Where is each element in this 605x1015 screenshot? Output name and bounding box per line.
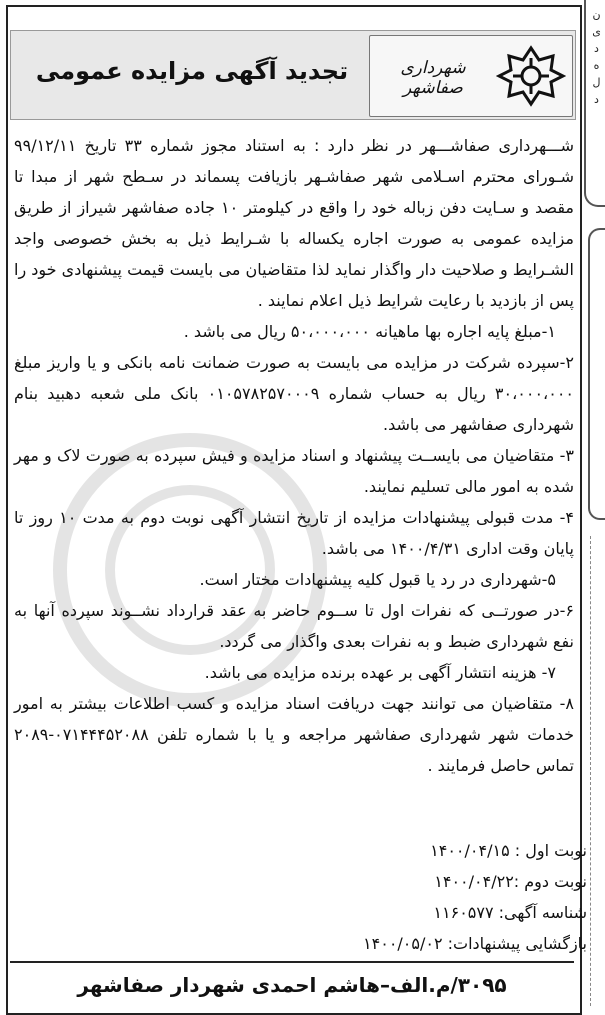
adjacent-column-text: [588, 6, 605, 108]
adjacent-column-bottom: [590, 536, 605, 1006]
adjacent-column-mid: [588, 228, 605, 520]
adjacent-char: ل: [592, 76, 601, 89]
condition-item: ۳- متقاضیان می بایســت پیشنهاد و اسناد مزایده و فیش سپرده به صورت لاک و مهر شده به امور مالی تسلیم نمایند.: [14, 446, 574, 496]
intro-paragraph: شـــهرداری صفاشـــهر در نظر دارد : به استناد مجوز شماره ۳۳ تاریخ ۹۹/۱۲/۱۱ شـورای محترم اسـلامی شهر صفاشـهر بازیافت پسماند در سـطح شهر از مبدا تا مقصد و سـایت دفن زباله خود را واقع در کیلومتر ۱۰ جاده صفاشهر شیراز از طریق مزایده عمومی به صورت اجاره یکساله با شـرایط ذیل به بخش خصوصی واجد الشـرایط و صلاحیت دار واگذار نماید لذا متقاضیان می بایست قیمت پیشنهادی خود را پس از بازدید با رعایت شرایط ذیل اعلام نمایند .: [14, 136, 574, 310]
condition-item: ۷- هزینه انتشار آگهی بر عهده برنده مزایده می باشد.: [204, 663, 556, 682]
ad-title: تجدید آگهی مزایده عمومی: [35, 57, 349, 85]
ad-dates: [237, 835, 587, 959]
adjacent-char: ن: [592, 8, 601, 21]
ad-body: [14, 130, 574, 781]
flower-emblem-icon: [496, 44, 566, 108]
municipality-logo: [369, 35, 573, 117]
adjacent-char: د: [594, 93, 599, 106]
opening-date: بازگشایی پیشنهادات: ۱۴۰۰/۰۵/۰۲: [363, 934, 587, 953]
adjacent-char: ه: [593, 59, 600, 72]
ad-signature: ۳۰۹۵/م.الف–هاشم احمدی شهردار صفاشهر: [10, 961, 574, 1007]
ad-header: [10, 30, 576, 120]
first-publication-date: نوبت اول : ۱۴۰۰/۰۴/۱۵: [430, 841, 587, 860]
condition-item: ۶-در صورتــی که نفرات اول تا ســوم حاضر به عقد قرارداد نشــوند سپرده آنها به نفع شهرداری ضبط و به نفرات بعدی واگذار می گردد.: [14, 601, 574, 651]
condition-item: ۴- مدت قبولی پیشنهادات مزایده از تاریخ انتشار آگهی نوبت دوم به مدت ۱۰ روز تا پایان وقت اداری ۱۴۰۰/۴/۳۱ می باشد.: [14, 508, 574, 558]
adjacent-char: ی: [592, 25, 601, 38]
ad-identifier: شناسه آگهی: ۱۱۶۰۵۷۷: [433, 903, 587, 922]
condition-item: ۵-شهرداری در رد یا قبول کلیه پیشنهادات مختار است.: [199, 570, 556, 589]
second-publication-date: نوبت دوم :۱۴۰۰/۰۴/۲۲: [434, 872, 587, 891]
condition-item: ۱-مبلغ پایه اجاره بها ماهیانه ۵۰،۰۰۰،۰۰۰ ریال می باشد .: [183, 322, 556, 341]
adjacent-char: د: [594, 42, 599, 55]
logo-text: شهرداری صفاشهر: [400, 58, 466, 98]
condition-item: ۸- متقاضیان می توانند جهت دریافت اسناد مزایده و کسب اطلاعات بیشتر به امور خدمات شهر شهرداری صفاشهر مراجعه و یا با شماره تلفن ۰۷۱۴۴۴۵۲۰۸۸-۲۰۸۹ تماس حاصل فرمایند .: [14, 694, 574, 775]
condition-item: ۲-سپرده شرکت در مزایده می بایست به صورت ضمانت نامه بانکی و یا واریز مبلغ ۳۰،۰۰۰،۰۰۰ ریال به حساب شماره ۰۱۰۵۷۸۲۵۷۰۰۰۹ بانک ملی شعبه دهبید بنام شهرداری صفاشهر می باشد.: [14, 353, 574, 434]
